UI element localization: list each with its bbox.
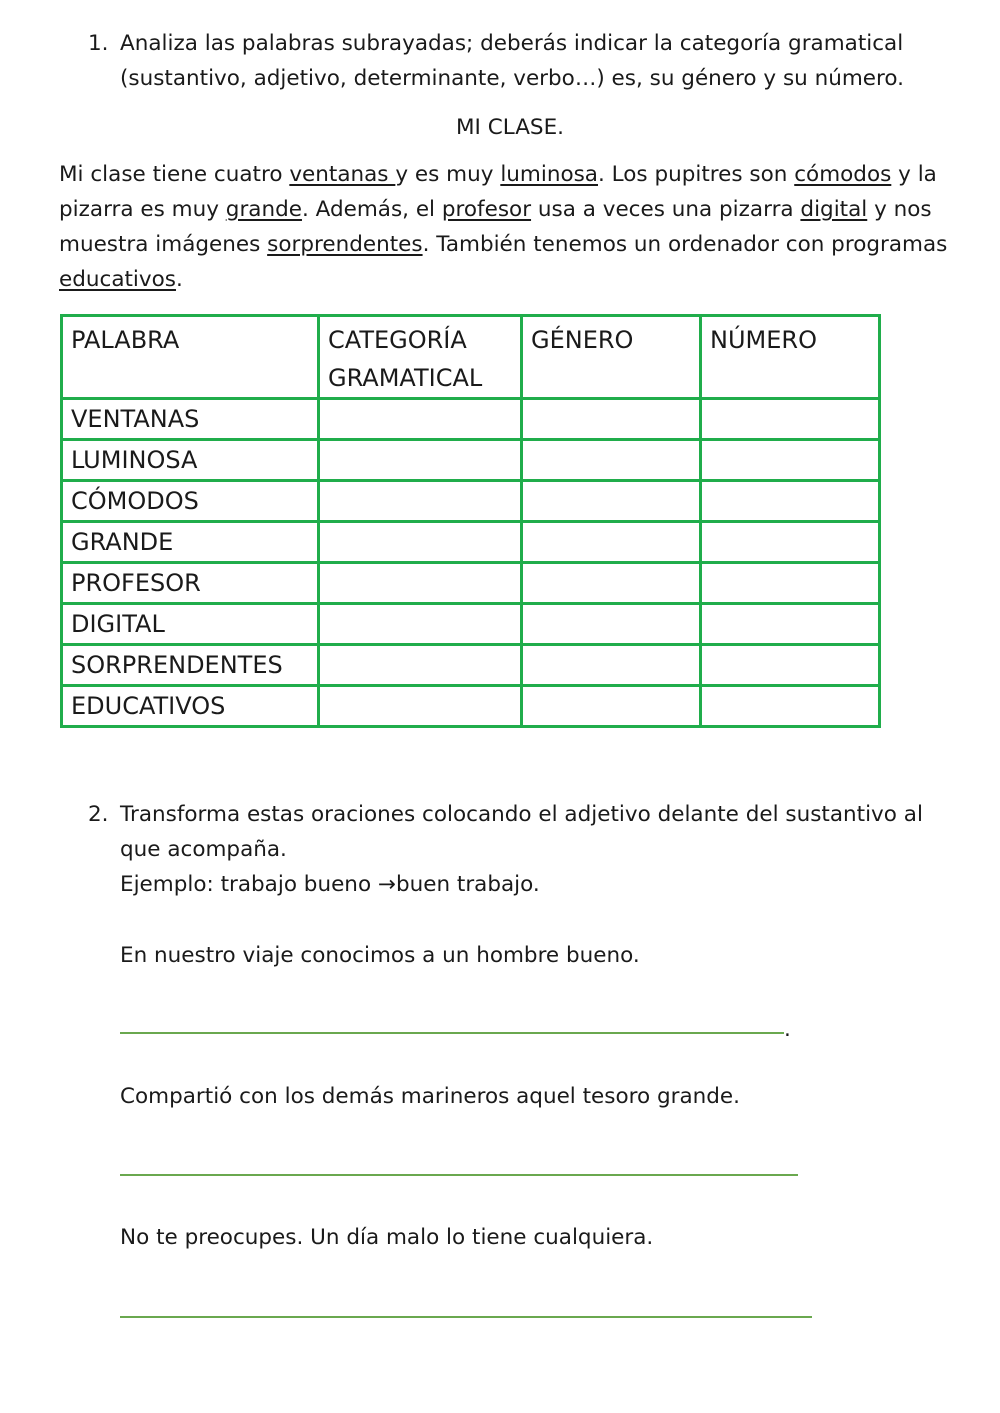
table-row: [62, 522, 880, 563]
categoria-answer-cell[interactable]: [319, 399, 522, 440]
genero-answer-cell[interactable]: [522, 563, 701, 604]
underlined-word-digital: digital: [800, 197, 868, 222]
genero-answer-cell[interactable]: [522, 604, 701, 645]
underlined-word-luminosa: luminosa: [500, 162, 598, 187]
paragraph-text: y es muy: [395, 162, 501, 187]
paragraph-text: . Además, el: [301, 197, 442, 222]
underlined-word-sorprendentes: sorprendentes: [267, 232, 423, 257]
categoria-answer-cell[interactable]: [319, 645, 522, 686]
sentence-2: Compartió con los demás marineros aquel tesoro grande.: [120, 1084, 740, 1109]
answer-line-1-period: .: [784, 1017, 791, 1042]
header-numero: NÚMERO: [701, 316, 880, 399]
categoria-answer-cell[interactable]: [319, 481, 522, 522]
numero-answer-cell[interactable]: [701, 686, 880, 727]
paragraph-text: Mi clase tiene cuatro: [59, 162, 290, 187]
categoria-answer-cell[interactable]: [319, 522, 522, 563]
underlined-word-educativos: educativos: [59, 267, 176, 292]
paragraph-text: . Los pupitres son: [598, 162, 795, 187]
question-2-line-1: Transforma estas oraciones colocando el adjetivo delante del sustantivo al: [120, 802, 923, 827]
text-title: MI CLASE.: [456, 115, 564, 140]
paragraph-text: y nos muestra imágenes: [59, 197, 932, 257]
word-cell: VENTANAS: [62, 399, 319, 440]
table-row: [62, 440, 880, 481]
numero-answer-cell[interactable]: [701, 604, 880, 645]
question-2-line-2: que acompaña.: [120, 837, 287, 862]
header-categoria: [319, 316, 522, 399]
underlined-word-grande: grande: [225, 197, 302, 222]
paragraph-text: .: [175, 267, 183, 292]
question-1-line-1: Analiza las palabras subrayadas; deberás indicar la categoría gramatical: [120, 31, 904, 56]
table-row: [62, 645, 880, 686]
reading-paragraph: [59, 157, 959, 297]
numero-answer-cell[interactable]: [701, 481, 880, 522]
question-1: [88, 26, 948, 96]
genero-answer-cell[interactable]: [522, 645, 701, 686]
paragraph-text: . También tenemos un ordenador con programas: [422, 232, 948, 257]
numero-answer-cell[interactable]: [701, 645, 880, 686]
paragraph-text: y la pizarra es muy: [59, 162, 937, 222]
answer-line-3[interactable]: [120, 1316, 812, 1318]
sentence-1: En nuestro viaje conocimos a un hombre bueno.: [120, 943, 640, 968]
word-cell: GRANDE: [62, 522, 319, 563]
question-2: [88, 797, 968, 902]
question-2-number: 2.: [88, 802, 109, 827]
question-1-number: 1.: [88, 31, 109, 56]
header-palabra: PALABRA: [62, 316, 319, 399]
categoria-answer-cell[interactable]: [319, 686, 522, 727]
numero-answer-cell[interactable]: [701, 440, 880, 481]
word-cell: LUMINOSA: [62, 440, 319, 481]
sentence-3: No te preocupes. Un día malo lo tiene cualquiera.: [120, 1225, 654, 1250]
genero-answer-cell[interactable]: [522, 522, 701, 563]
categoria-answer-cell[interactable]: [319, 440, 522, 481]
underlined-word-comodos: cómodos: [794, 162, 892, 187]
numero-answer-cell[interactable]: [701, 522, 880, 563]
genero-answer-cell[interactable]: [522, 481, 701, 522]
table-row: [62, 399, 880, 440]
numero-answer-cell[interactable]: [701, 399, 880, 440]
word-cell: PROFESOR: [62, 563, 319, 604]
categoria-answer-cell[interactable]: [319, 604, 522, 645]
underlined-word-profesor: profesor: [441, 197, 532, 222]
genero-answer-cell[interactable]: [522, 686, 701, 727]
numero-answer-cell[interactable]: [701, 563, 880, 604]
genero-answer-cell[interactable]: [522, 440, 701, 481]
table-row: [62, 686, 880, 727]
table-row: [62, 604, 880, 645]
table-row: [62, 481, 880, 522]
categoria-answer-cell[interactable]: [319, 563, 522, 604]
table-row: [62, 563, 880, 604]
paragraph-text: usa a veces una pizarra: [531, 197, 801, 222]
underlined-word-ventanas: ventanas: [289, 162, 396, 187]
genero-answer-cell[interactable]: [522, 399, 701, 440]
word-cell: EDUCATIVOS: [62, 686, 319, 727]
answer-line-1[interactable]: [120, 1032, 784, 1034]
header-genero: GÉNERO: [522, 316, 701, 399]
word-cell: SORPRENDENTES: [62, 645, 319, 686]
answer-line-2[interactable]: [120, 1174, 798, 1176]
table-header-row: [62, 316, 880, 399]
header-categoria-line-1: CATEGORÍA: [328, 326, 467, 354]
question-1-line-2: (sustantivo, adjetivo, determinante, verbo…) es, su género y su número.: [120, 66, 905, 91]
word-cell: CÓMODOS: [62, 481, 319, 522]
analysis-table: [60, 314, 881, 728]
header-categoria-line-2: GRAMATICAL: [328, 364, 483, 392]
word-cell: DIGITAL: [62, 604, 319, 645]
question-2-example: Ejemplo: trabajo bueno →buen trabajo.: [120, 872, 540, 897]
